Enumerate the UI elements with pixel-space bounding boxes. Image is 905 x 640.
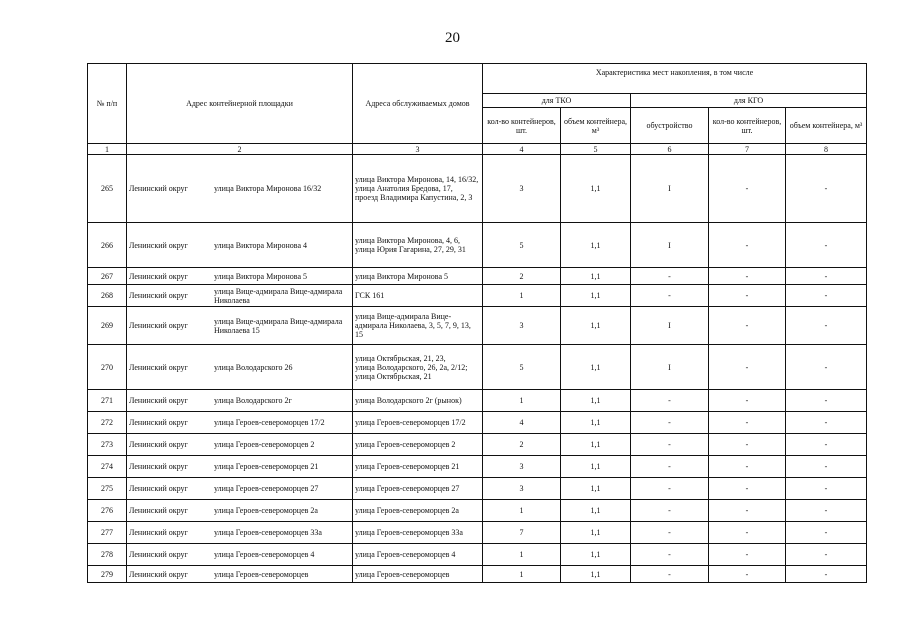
table-row <box>88 390 867 412</box>
kgo-volume: - <box>786 412 867 434</box>
tko-volume: 1,1 <box>561 155 631 223</box>
header-served: Адреса обслуживаемых домов <box>353 64 483 144</box>
container-sites-table <box>87 63 867 583</box>
street: улица Героев-североморцев 2а <box>214 506 318 515</box>
tko-count: 3 <box>483 307 561 345</box>
header-kgo-volume: объем контейнера, м³ <box>786 108 867 144</box>
street: улица Виктора Миронова 4 <box>214 240 307 250</box>
kgo-count: - <box>709 268 786 285</box>
served-houses: ГСК 161 <box>353 285 483 307</box>
header-kgo-count: кол-во контейнеров, шт. <box>709 108 786 144</box>
served-houses: улица Героев-североморцев 33а <box>353 522 483 544</box>
tko-volume: 1,1 <box>561 223 631 268</box>
tko-volume: 1,1 <box>561 268 631 285</box>
street: улица Виктора Миронова 5 <box>214 271 307 281</box>
served-houses: улица Виктора Миронова 5 <box>353 268 483 285</box>
street: улица Вице-адмирала Вице-адмирала Николаева 15 <box>214 316 343 335</box>
header-tko: для ТКО <box>483 94 631 108</box>
kgo-setup: - <box>631 434 709 456</box>
row-number: 266 <box>88 223 127 268</box>
served-houses: улица Героев-североморцев 2 <box>353 434 483 456</box>
table-row <box>88 412 867 434</box>
kgo-volume: - <box>786 390 867 412</box>
site-address-cell <box>127 223 353 268</box>
kgo-volume: - <box>786 268 867 285</box>
street: улица Виктора Миронова 16/32 <box>214 184 322 193</box>
tko-volume: 1,1 <box>561 345 631 390</box>
column-number: 2 <box>127 144 353 155</box>
kgo-setup: - <box>631 268 709 285</box>
tko-volume: 1,1 <box>561 456 631 478</box>
site-address-cell <box>127 500 353 522</box>
served-houses: улица Октябрьская, 21, 23, улица Володарского, 26, 2а, 2/12; улица Октябрьская, 21 <box>353 345 483 390</box>
site-address-cell <box>127 390 353 412</box>
district: Ленинский округ <box>129 569 188 579</box>
tko-count: 3 <box>483 155 561 223</box>
site-address-cell <box>127 285 353 307</box>
served-houses: улица Володарского 2г (рынок) <box>353 390 483 412</box>
site-address-cell <box>127 307 353 345</box>
kgo-volume: - <box>786 456 867 478</box>
tko-count: 1 <box>483 500 561 522</box>
street: улица Героев-североморцев <box>214 569 309 579</box>
row-number: 279 <box>88 566 127 583</box>
street: улица Володарского 26 <box>214 362 293 372</box>
row-number: 269 <box>88 307 127 345</box>
row-number: 273 <box>88 434 127 456</box>
kgo-count: - <box>709 522 786 544</box>
kgo-count: - <box>709 566 786 583</box>
kgo-setup: I <box>631 223 709 268</box>
tko-count: 5 <box>483 345 561 390</box>
table-row <box>88 500 867 522</box>
kgo-setup: I <box>631 307 709 345</box>
kgo-count: - <box>709 345 786 390</box>
header-tko-volume: объем контейнера, м³ <box>561 108 631 144</box>
table-row <box>88 522 867 544</box>
tko-count: 3 <box>483 478 561 500</box>
district: Ленинский округ <box>129 418 188 427</box>
street: улица Володарского 2г <box>214 396 292 405</box>
kgo-setup: - <box>631 544 709 566</box>
served-houses: улица Виктора Миронова, 4, 6, улица Юрия Гагарина, 27, 29, 31 <box>353 223 483 268</box>
tko-count: 5 <box>483 223 561 268</box>
kgo-count: - <box>709 390 786 412</box>
kgo-count: - <box>709 307 786 345</box>
street: улица Героев-североморцев 4 <box>214 550 315 559</box>
tko-volume: 1,1 <box>561 285 631 307</box>
site-address-cell <box>127 456 353 478</box>
site-address-cell <box>127 155 353 223</box>
table-row <box>88 307 867 345</box>
row-number: 275 <box>88 478 127 500</box>
row-number: 272 <box>88 412 127 434</box>
site-address-cell <box>127 412 353 434</box>
tko-volume: 1,1 <box>561 522 631 544</box>
row-number: 277 <box>88 522 127 544</box>
district: Ленинский округ <box>129 321 188 330</box>
row-number: 274 <box>88 456 127 478</box>
site-address-cell <box>127 522 353 544</box>
tko-count: 3 <box>483 456 561 478</box>
kgo-volume: - <box>786 522 867 544</box>
table-row <box>88 268 867 285</box>
header-tko-count: кол-во контейнеров, шт. <box>483 108 561 144</box>
tko-volume: 1,1 <box>561 390 631 412</box>
column-number: 7 <box>709 144 786 155</box>
kgo-count: - <box>709 434 786 456</box>
site-address-cell <box>127 434 353 456</box>
kgo-setup: - <box>631 478 709 500</box>
table-row <box>88 544 867 566</box>
served-houses: улица Героев-североморцев 17/2 <box>353 412 483 434</box>
street: улица Героев-североморцев 33а <box>214 528 322 537</box>
kgo-count: - <box>709 544 786 566</box>
kgo-setup: - <box>631 522 709 544</box>
row-number: 276 <box>88 500 127 522</box>
district: Ленинский округ <box>129 506 188 515</box>
kgo-volume: - <box>786 566 867 583</box>
table-body <box>88 155 867 583</box>
table-row <box>88 155 867 223</box>
tko-count: 4 <box>483 412 561 434</box>
kgo-volume: - <box>786 434 867 456</box>
tko-volume: 1,1 <box>561 412 631 434</box>
kgo-volume: - <box>786 500 867 522</box>
kgo-setup: - <box>631 456 709 478</box>
tko-volume: 1,1 <box>561 566 631 583</box>
kgo-setup: - <box>631 500 709 522</box>
street: улица Героев-североморцев 2 <box>214 440 315 449</box>
served-houses: улица Вице-адмирала Вице-адмирала Николаева, 3, 5, 7, 9, 13, 15 <box>353 307 483 345</box>
row-number: 265 <box>88 155 127 223</box>
column-number: 4 <box>483 144 561 155</box>
district: Ленинский округ <box>129 484 188 493</box>
kgo-volume: - <box>786 285 867 307</box>
kgo-setup: - <box>631 412 709 434</box>
kgo-setup: I <box>631 345 709 390</box>
district: Ленинский округ <box>129 362 188 372</box>
district: Ленинский округ <box>129 462 188 471</box>
site-address-cell <box>127 345 353 390</box>
kgo-setup: - <box>631 566 709 583</box>
kgo-count: - <box>709 412 786 434</box>
served-houses: улица Виктора Миронова, 14, 16/32, улица Анатолия Бредова, 17, проезд Владимира Капустина, 2, 3 <box>353 155 483 223</box>
kgo-setup: - <box>631 285 709 307</box>
tko-count: 7 <box>483 522 561 544</box>
row-number: 267 <box>88 268 127 285</box>
site-address-cell <box>127 268 353 285</box>
kgo-volume: - <box>786 307 867 345</box>
street: улица Героев-североморцев 21 <box>214 462 319 471</box>
site-address-cell <box>127 544 353 566</box>
kgo-count: - <box>709 456 786 478</box>
table-row <box>88 478 867 500</box>
street: улица Героев-североморцев 17/2 <box>214 418 325 427</box>
page-number: 20 <box>445 30 460 46</box>
tko-count: 1 <box>483 566 561 583</box>
table-row <box>88 456 867 478</box>
served-houses: улица Героев-североморцев 4 <box>353 544 483 566</box>
table-row <box>88 434 867 456</box>
district: Ленинский округ <box>129 550 188 559</box>
district: Ленинский округ <box>129 291 188 300</box>
district: Ленинский округ <box>129 240 188 250</box>
tko-volume: 1,1 <box>561 500 631 522</box>
served-houses: улица Героев-североморцев 27 <box>353 478 483 500</box>
tko-count: 1 <box>483 390 561 412</box>
tko-count: 1 <box>483 285 561 307</box>
kgo-volume: - <box>786 345 867 390</box>
served-houses: улица Героев-североморцев 21 <box>353 456 483 478</box>
row-number: 268 <box>88 285 127 307</box>
header-characteristics: Характеристика мест накопления, в том числе <box>483 64 867 94</box>
column-number-row <box>88 144 867 155</box>
kgo-setup: I <box>631 155 709 223</box>
district: Ленинский округ <box>129 528 188 537</box>
street: улица Вице-адмирала Вице-адмирала Николаева <box>214 286 343 305</box>
kgo-volume: - <box>786 223 867 268</box>
row-number: 271 <box>88 390 127 412</box>
header-kgo: для КГО <box>631 94 867 108</box>
table-row <box>88 345 867 390</box>
tko-volume: 1,1 <box>561 307 631 345</box>
site-address-cell <box>127 566 353 583</box>
kgo-volume: - <box>786 155 867 223</box>
tko-volume: 1,1 <box>561 544 631 566</box>
column-number: 3 <box>353 144 483 155</box>
served-houses: улица Героев-североморцев <box>353 566 483 583</box>
district: Ленинский округ <box>129 184 188 193</box>
kgo-count: - <box>709 155 786 223</box>
table-row <box>88 223 867 268</box>
district: Ленинский округ <box>129 440 188 449</box>
served-houses: улица Героев-североморцев 2а <box>353 500 483 522</box>
column-number: 6 <box>631 144 709 155</box>
kgo-setup: - <box>631 390 709 412</box>
district: Ленинский округ <box>129 271 188 281</box>
kgo-count: - <box>709 500 786 522</box>
tko-count: 1 <box>483 544 561 566</box>
kgo-count: - <box>709 285 786 307</box>
street: улица Героев-североморцев 27 <box>214 484 319 493</box>
header-address: Адрес контейнерной площадки <box>127 64 353 144</box>
kgo-count: - <box>709 223 786 268</box>
district: Ленинский округ <box>129 396 188 405</box>
tko-volume: 1,1 <box>561 478 631 500</box>
row-number: 278 <box>88 544 127 566</box>
kgo-count: - <box>709 478 786 500</box>
column-number: 8 <box>786 144 867 155</box>
kgo-volume: - <box>786 544 867 566</box>
row-number: 270 <box>88 345 127 390</box>
column-number: 5 <box>561 144 631 155</box>
header-kgo-setup: обустройство <box>631 108 709 144</box>
table-row <box>88 566 867 583</box>
tko-count: 2 <box>483 268 561 285</box>
header-num: № п/п <box>88 64 127 144</box>
table-row <box>88 285 867 307</box>
tko-volume: 1,1 <box>561 434 631 456</box>
tko-count: 2 <box>483 434 561 456</box>
kgo-volume: - <box>786 478 867 500</box>
site-address-cell <box>127 478 353 500</box>
column-number: 1 <box>88 144 127 155</box>
